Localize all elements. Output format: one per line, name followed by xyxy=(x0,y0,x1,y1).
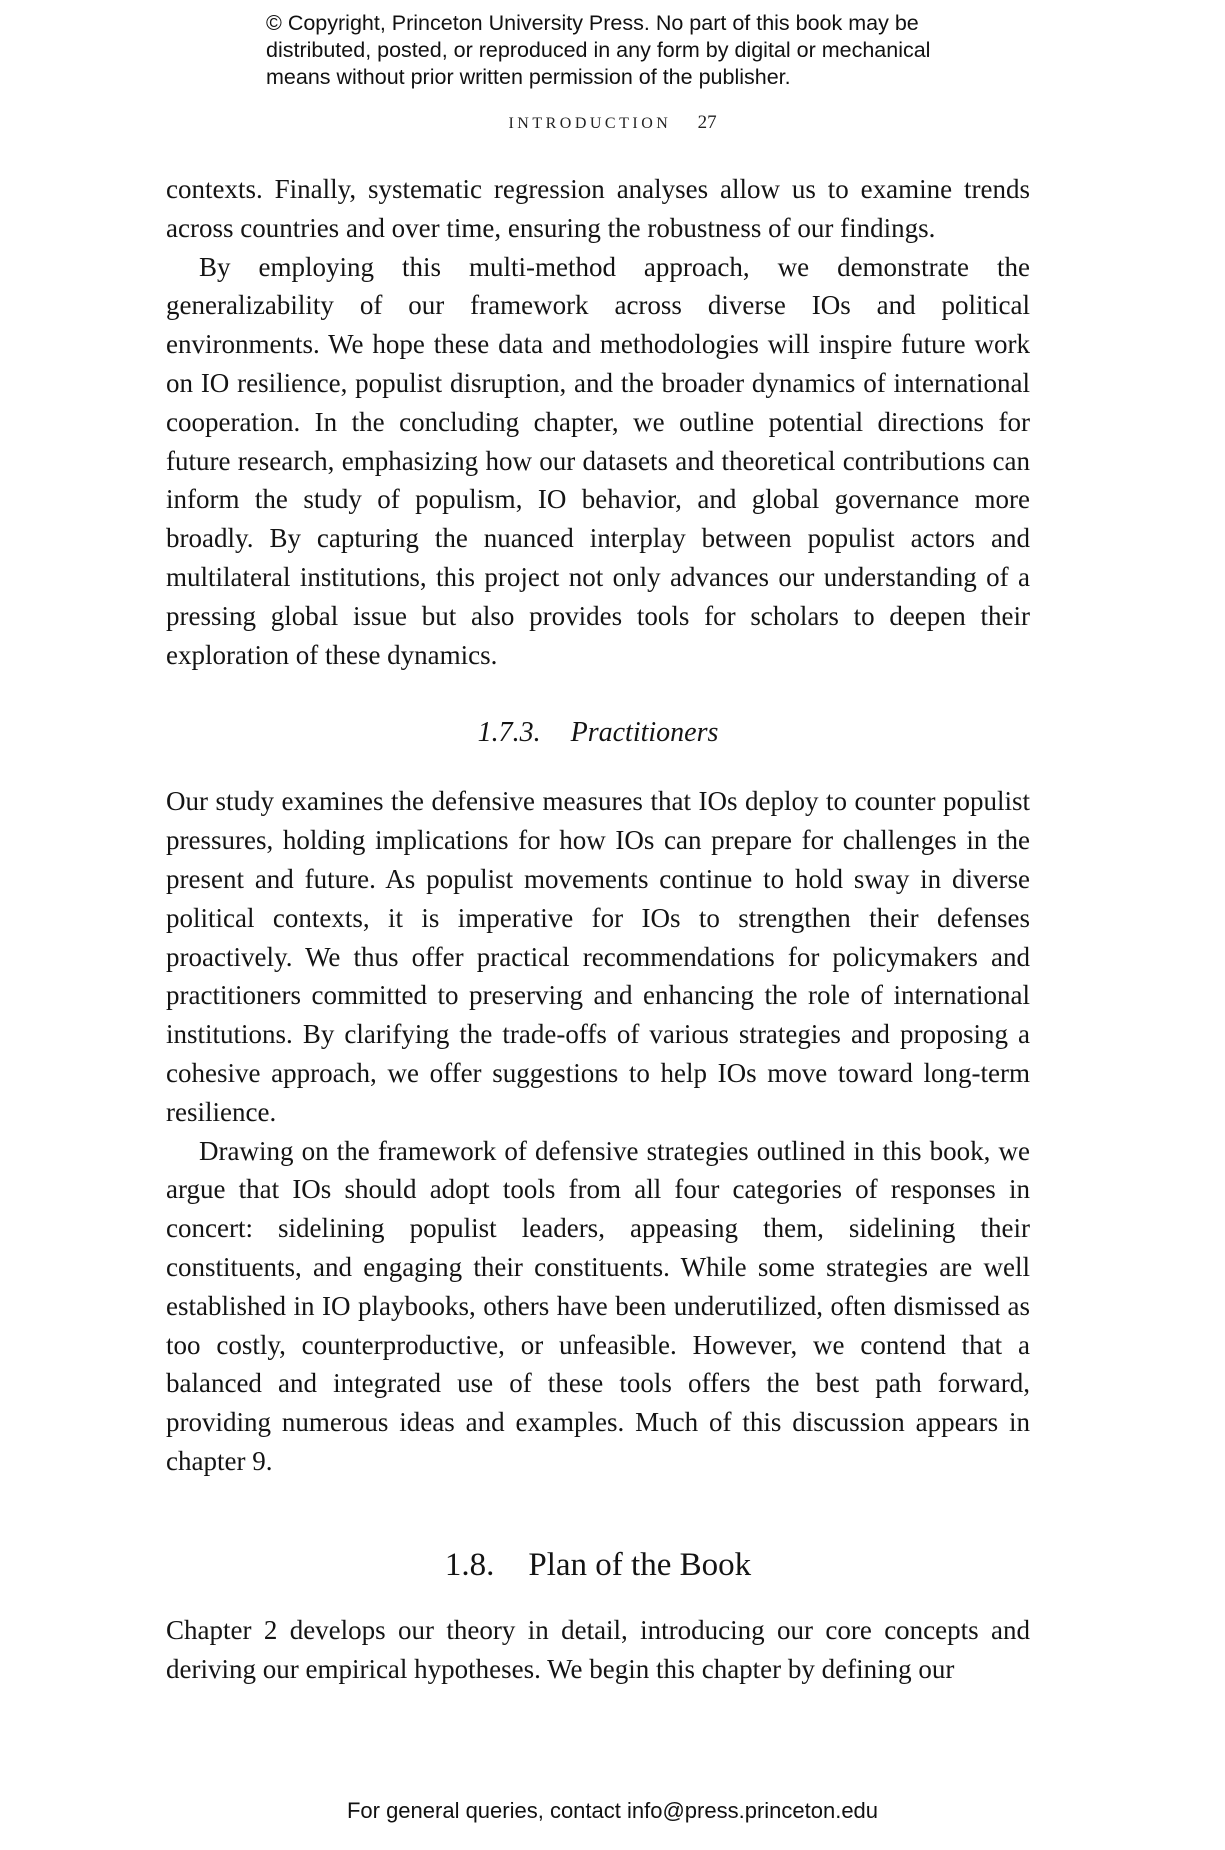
section-heading xyxy=(166,1543,1030,1587)
paragraph-2: By employing this multi-method approach, we demonstrate the generalizability of our framework across diverse IOs and political environments. We hope these data and methodologies will inspire future work on IO resilience, populist disruption, and the broader dynamics of international cooperation. In the concluding chapter, we outline potential directions for future research, emphasizing how our datasets and theoretical contributions can inform the study of populism, IO behavior, and global governance more broadly. By capturing the nuanced interplay between populist actors and multilateral institutions, this project not only advances our understanding of a pressing global issue but also provides tools for scholars to deepen their exploration of these dynamics. xyxy=(166,251,1030,670)
running-head xyxy=(0,112,1225,134)
copyright-notice xyxy=(266,10,1026,91)
copyright-line-2: distributed, posted, or reproduced in any form by digital or mechanical xyxy=(266,38,931,62)
footer-contact: For general queries, contact info@press.princeton.edu xyxy=(346,1798,879,1823)
running-head-title: INTRODUCTION xyxy=(508,115,672,132)
paragraph-1: contexts. Finally, systematic regression analyses allow us to examine trends across countries and over time, ensuring the robustness of our findings. xyxy=(166,174,1030,243)
section-title: Plan of the Book xyxy=(528,1546,752,1583)
paragraph-4: Drawing on the framework of defensive strategies outlined in this book, we argue that IOs should adopt tools from all four categories of responses in concert: sidelining populist leaders, appeasing them, sidelining their constituents, and engaging their constituents. While some strategies are well established in IO playbooks, others have been underutilized, often dismissed as too costly, counterproductive, or unfeasible. However, we contend that a balanced and integrated use of these tools offers the best path forward, providing numerous ideas and examples. Much of this discussion appears in chapter 9. xyxy=(166,1135,1030,1476)
subsection-title: Practitioners xyxy=(570,717,719,749)
subsection-number: 1.7.3. xyxy=(477,717,541,749)
paragraph-5: Chapter 2 develops our theory in detail, introducing our core concepts and deriving our empirical hypotheses. We begin this chapter by defining our xyxy=(166,1614,1030,1684)
page-body xyxy=(166,170,1030,1688)
subsection-heading xyxy=(166,714,1030,752)
page-number: 27 xyxy=(697,112,717,133)
copyright-line-3: means without prior written permission of the publisher. xyxy=(266,65,791,89)
paragraph-3: Our study examines the defensive measures that IOs deploy to counter populist pressures, holding implications for how IOs can prepare for challenges in the present and future. As populist movements continue to hold sway in diverse political contexts, it is imperative for IOs to strengthen their defenses proactively. We thus offer practical recommendations for policymakers and practitioners committed to preserving and enhancing the role of international institutions. By clarifying the trade-offs of various strategies and proposing a cohesive approach, we offer suggestions to help IOs move toward long-term resilience. xyxy=(166,786,1030,1127)
copyright-line-1: © Copyright, Princeton University Press. No part of this book may be xyxy=(266,11,919,35)
section-number: 1.8. xyxy=(444,1546,495,1583)
